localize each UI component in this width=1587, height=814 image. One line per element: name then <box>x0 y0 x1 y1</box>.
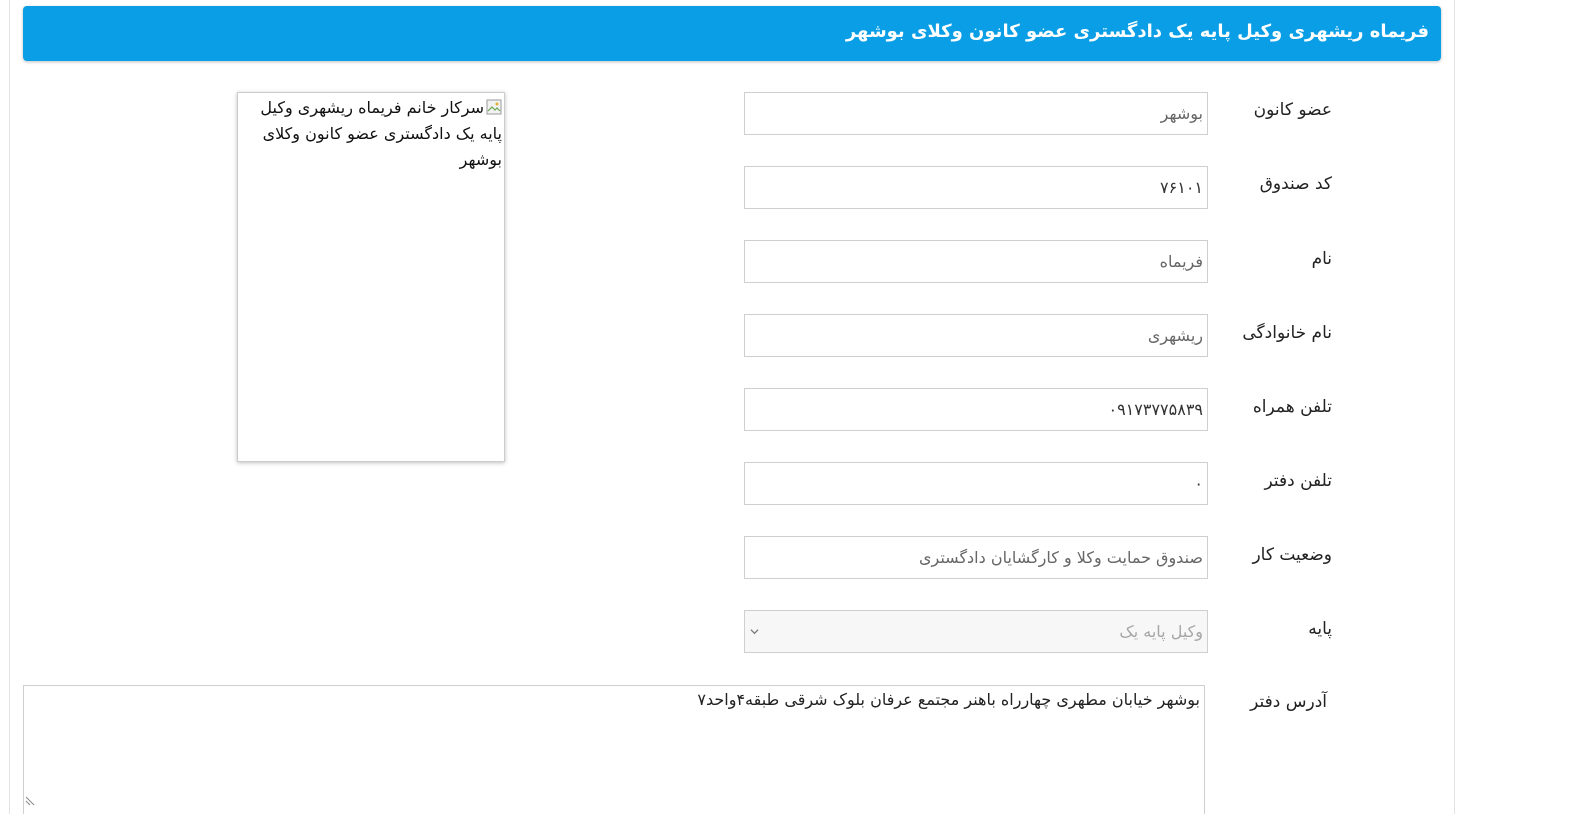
bar-association-field[interactable]: بوشهر <box>744 92 1208 135</box>
office-phone-label: تلفن دفتر <box>1264 471 1332 491</box>
work-status-label: وضعیت کار <box>1252 545 1332 565</box>
office-address-label: آدرس دفتر <box>1250 692 1327 712</box>
grade-selected-value: وکیل پایه یک <box>1119 622 1203 641</box>
fund-code-label: کد صندوق <box>1259 174 1332 194</box>
broken-image-icon <box>486 99 502 115</box>
resize-handle-icon[interactable] <box>24 795 36 807</box>
page-title: فریماه ریشهری وکیل پایه یک دادگستری عضو کانون وکلای بوشهر <box>845 21 1429 42</box>
office-address-textarea[interactable]: بوشهر خیابان مطهری چهارراه باهنر مجتمع عرفان بلوک شرقی طبقه۴واحد۷ <box>23 685 1205 814</box>
first-name-label: نام <box>1311 249 1332 269</box>
profile-photo <box>237 92 505 462</box>
last-name-field[interactable]: ریشهری <box>744 314 1208 357</box>
grade-select[interactable] <box>744 610 1208 653</box>
office-phone-field[interactable]: ۰ <box>744 462 1208 505</box>
grade-label: پایه <box>1308 619 1332 639</box>
photo-alt-label: سرکار خانم فریماه ریشهری وکیل پایه یک دادگستری عضو کانون وکلای بوشهر <box>260 98 502 169</box>
fund-code-field[interactable]: ۷۶۱۰۱ <box>744 166 1208 209</box>
mobile-phone-label: تلفن همراه <box>1252 397 1332 417</box>
chevron-down-icon <box>750 627 759 636</box>
profile-photo-alt-text <box>240 95 502 173</box>
header-bar <box>23 6 1441 61</box>
last-name-label: نام خانوادگی <box>1242 323 1332 343</box>
bar-association-label: عضو کانون <box>1253 100 1332 120</box>
mobile-phone-field[interactable]: ۰۹۱۷۳۷۷۵۸۳۹ <box>744 388 1208 431</box>
first-name-field[interactable]: فریماه <box>744 240 1208 283</box>
work-status-field[interactable]: صندوق حمایت وکلا و کارگشایان دادگستری <box>744 536 1208 579</box>
